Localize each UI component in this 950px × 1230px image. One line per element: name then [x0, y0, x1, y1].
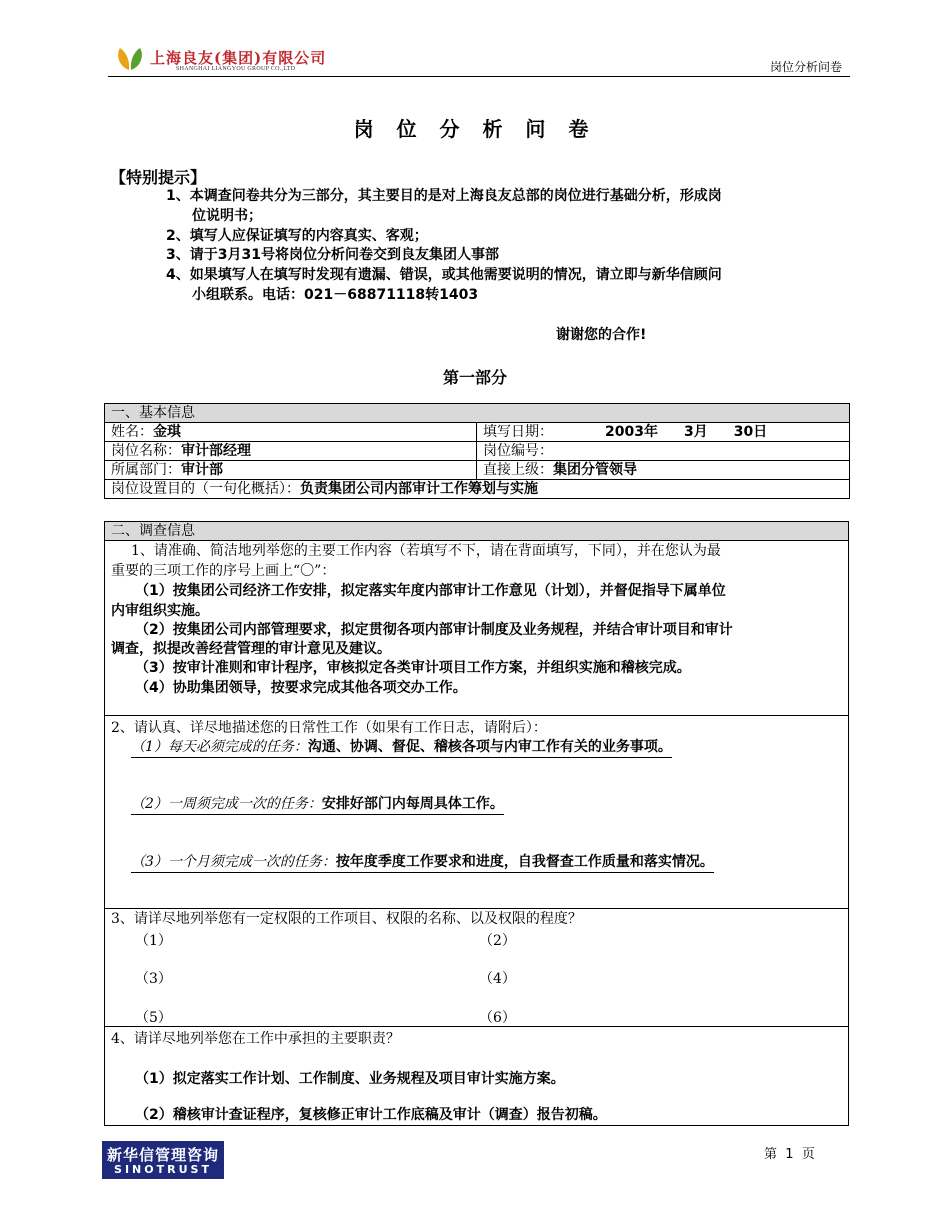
q3-slot-6[interactable]: （6）	[479, 1010, 516, 1026]
page-number-value: 1	[785, 1147, 794, 1162]
sinotrust-logo-cn: 新华信管理咨询	[106, 1146, 219, 1164]
position-value: 审计部经理	[181, 443, 251, 459]
q2-weekly-label: （2）一周须完成一次的任务：	[131, 796, 322, 812]
tips-heading: 【特别提示】	[110, 168, 207, 187]
name-cell[interactable]: 姓名：金琪	[105, 423, 477, 442]
tip-item-4-cont: 小组联系。电话：021－68871118转1403	[192, 287, 479, 303]
tip-item-1-cont: 位说明书；	[192, 208, 262, 224]
q3-slot-2[interactable]: （2）	[479, 933, 516, 949]
q2-daily-value: 沟通、协调、督促、稽核各项与内审工作有关的业务事项。	[307, 739, 672, 755]
q1-answer-3: （3）按审计准则和审计程序，审核拟定各类审计项目工作方案，并组织实施和稽核完成。	[135, 660, 691, 676]
department-cell[interactable]: 所属部门：审计部	[105, 461, 477, 480]
company-name-en: SHANGHAI LIANGYOU GROUP CO.,LTD	[176, 66, 296, 72]
question-1-box[interactable]	[104, 539, 849, 716]
q2-weekly-line	[131, 794, 504, 815]
tip-item-3: 3、请于3月31号将岗位分析问卷交到良友集团人事部	[166, 247, 499, 263]
q1-text-line1: 1、请准确、简洁地列举您的主要工作内容（若填写不下，请在背面填写，下同），并在您认为最	[131, 543, 721, 559]
tip-item-1: 1、本调查问卷共分为三部分，其主要目的是对上海良友总部的岗位进行基础分析，形成岗	[166, 188, 722, 204]
name-value: 金琪	[153, 424, 181, 440]
q1-answer-1: （1）按集团公司经济工作安排，拟定落实年度内部审计工作意见（计划），并督促指导下属单位	[135, 583, 726, 599]
q2-weekly-value: 安排好部门内每周具体工作。	[321, 796, 504, 812]
position-code-cell[interactable]: 岗位编号：	[477, 442, 850, 461]
q1-answer-1-cont: 内审组织实施。	[111, 603, 209, 619]
q2-monthly-label: （3）一个月须完成一次的任务：	[131, 854, 336, 870]
q2-daily-label: （1）每天必须完成的任务：	[131, 739, 308, 755]
company-name-cn: 上海良友(集团)有限公司	[150, 49, 327, 67]
q4-answer-2: （2）稽核审计查证程序，复核修正审计工作底稿及审计（调查）报告初稿。	[135, 1107, 607, 1123]
superior-cell[interactable]: 直接上级：集团分管领导	[477, 461, 850, 480]
question-3-box[interactable]	[104, 907, 849, 1027]
q1-answer-4: （4）协助集团领导，按要求完成其他各项交办工作。	[135, 680, 467, 696]
sinotrust-logo-en: SINOTRUST	[114, 1163, 212, 1176]
sinotrust-logo	[102, 1141, 224, 1179]
question-2-box[interactable]	[104, 715, 849, 909]
date-day: 30日	[733, 424, 768, 440]
q3-slot-4[interactable]: （4）	[479, 971, 516, 987]
header-doc-label: 岗位分析问卷	[769, 60, 842, 74]
q4-text: 4、请详尽地列举您在工作中承担的主要职责？	[111, 1031, 400, 1047]
company-logo-leaf-icon	[116, 46, 144, 72]
basic-info-heading: 一、基本信息	[105, 404, 850, 423]
q2-monthly-value: 按年度季度工作要求和进度，自我督查工作质量和落实情况。	[335, 854, 714, 870]
date-cell[interactable]: 填写日期： 2003年 3月 30日	[477, 423, 850, 442]
q1-answer-2-cont: 调查，拟提改善经营管理的审计意见及建议。	[111, 641, 391, 657]
q3-slot-3[interactable]: （3）	[135, 971, 172, 987]
department-value: 审计部	[181, 462, 223, 478]
q1-text-line2: 重要的三项工作的序号上画上“〇”：	[111, 563, 336, 579]
q1-answer-2: （2）按集团公司内部管理要求，拟定贯彻各项内部审计制度及业务规程，并结合审计项目和审计	[135, 622, 733, 638]
tip-item-2: 2、填写人应保证填写的内容真实、客观；	[166, 228, 428, 244]
date-month: 3月	[683, 424, 708, 440]
header-divider	[108, 76, 850, 77]
q2-text: 2、请认真、详尽地描述您的日常性工作（如果有工作日志，请附后）：	[111, 720, 547, 736]
basic-info-table	[104, 403, 850, 499]
q3-slot-1[interactable]: （1）	[135, 933, 172, 949]
position-cell[interactable]: 岗位名称：审计部经理	[105, 442, 477, 461]
q2-daily-line	[131, 737, 672, 758]
part-title: 第一部分	[442, 368, 507, 387]
question-4-box[interactable]	[104, 1026, 849, 1126]
page-title: 岗 位 分 析 问 卷	[353, 117, 597, 141]
q3-slot-5[interactable]: （5）	[135, 1010, 172, 1026]
thanks-text: 谢谢您的合作!	[556, 327, 647, 343]
q3-text: 3、请详尽地列举您有一定权限的工作项目、权限的名称、以及权限的程度？	[111, 911, 582, 927]
q2-monthly-line	[131, 852, 714, 873]
date-year: 2003年	[605, 424, 658, 440]
superior-value: 集团分管领导	[553, 462, 637, 478]
page-number: 第 1 页	[764, 1147, 815, 1162]
survey-heading: 二、调查信息	[104, 521, 849, 541]
q4-answer-1: （1）拟定落实工作计划、工作制度、业务规程及项目审计实施方案。	[135, 1071, 565, 1087]
tip-item-4: 4、如果填写人在填写时发现有遗漏、错误，或其他需要说明的情况，请立即与新华信顾问	[166, 267, 722, 283]
purpose-value: 负责集团公司内部审计工作筹划与实施	[300, 481, 538, 497]
purpose-cell[interactable]: 岗位设置目的（一句化概括）：负责集团公司内部审计工作筹划与实施	[105, 480, 850, 499]
